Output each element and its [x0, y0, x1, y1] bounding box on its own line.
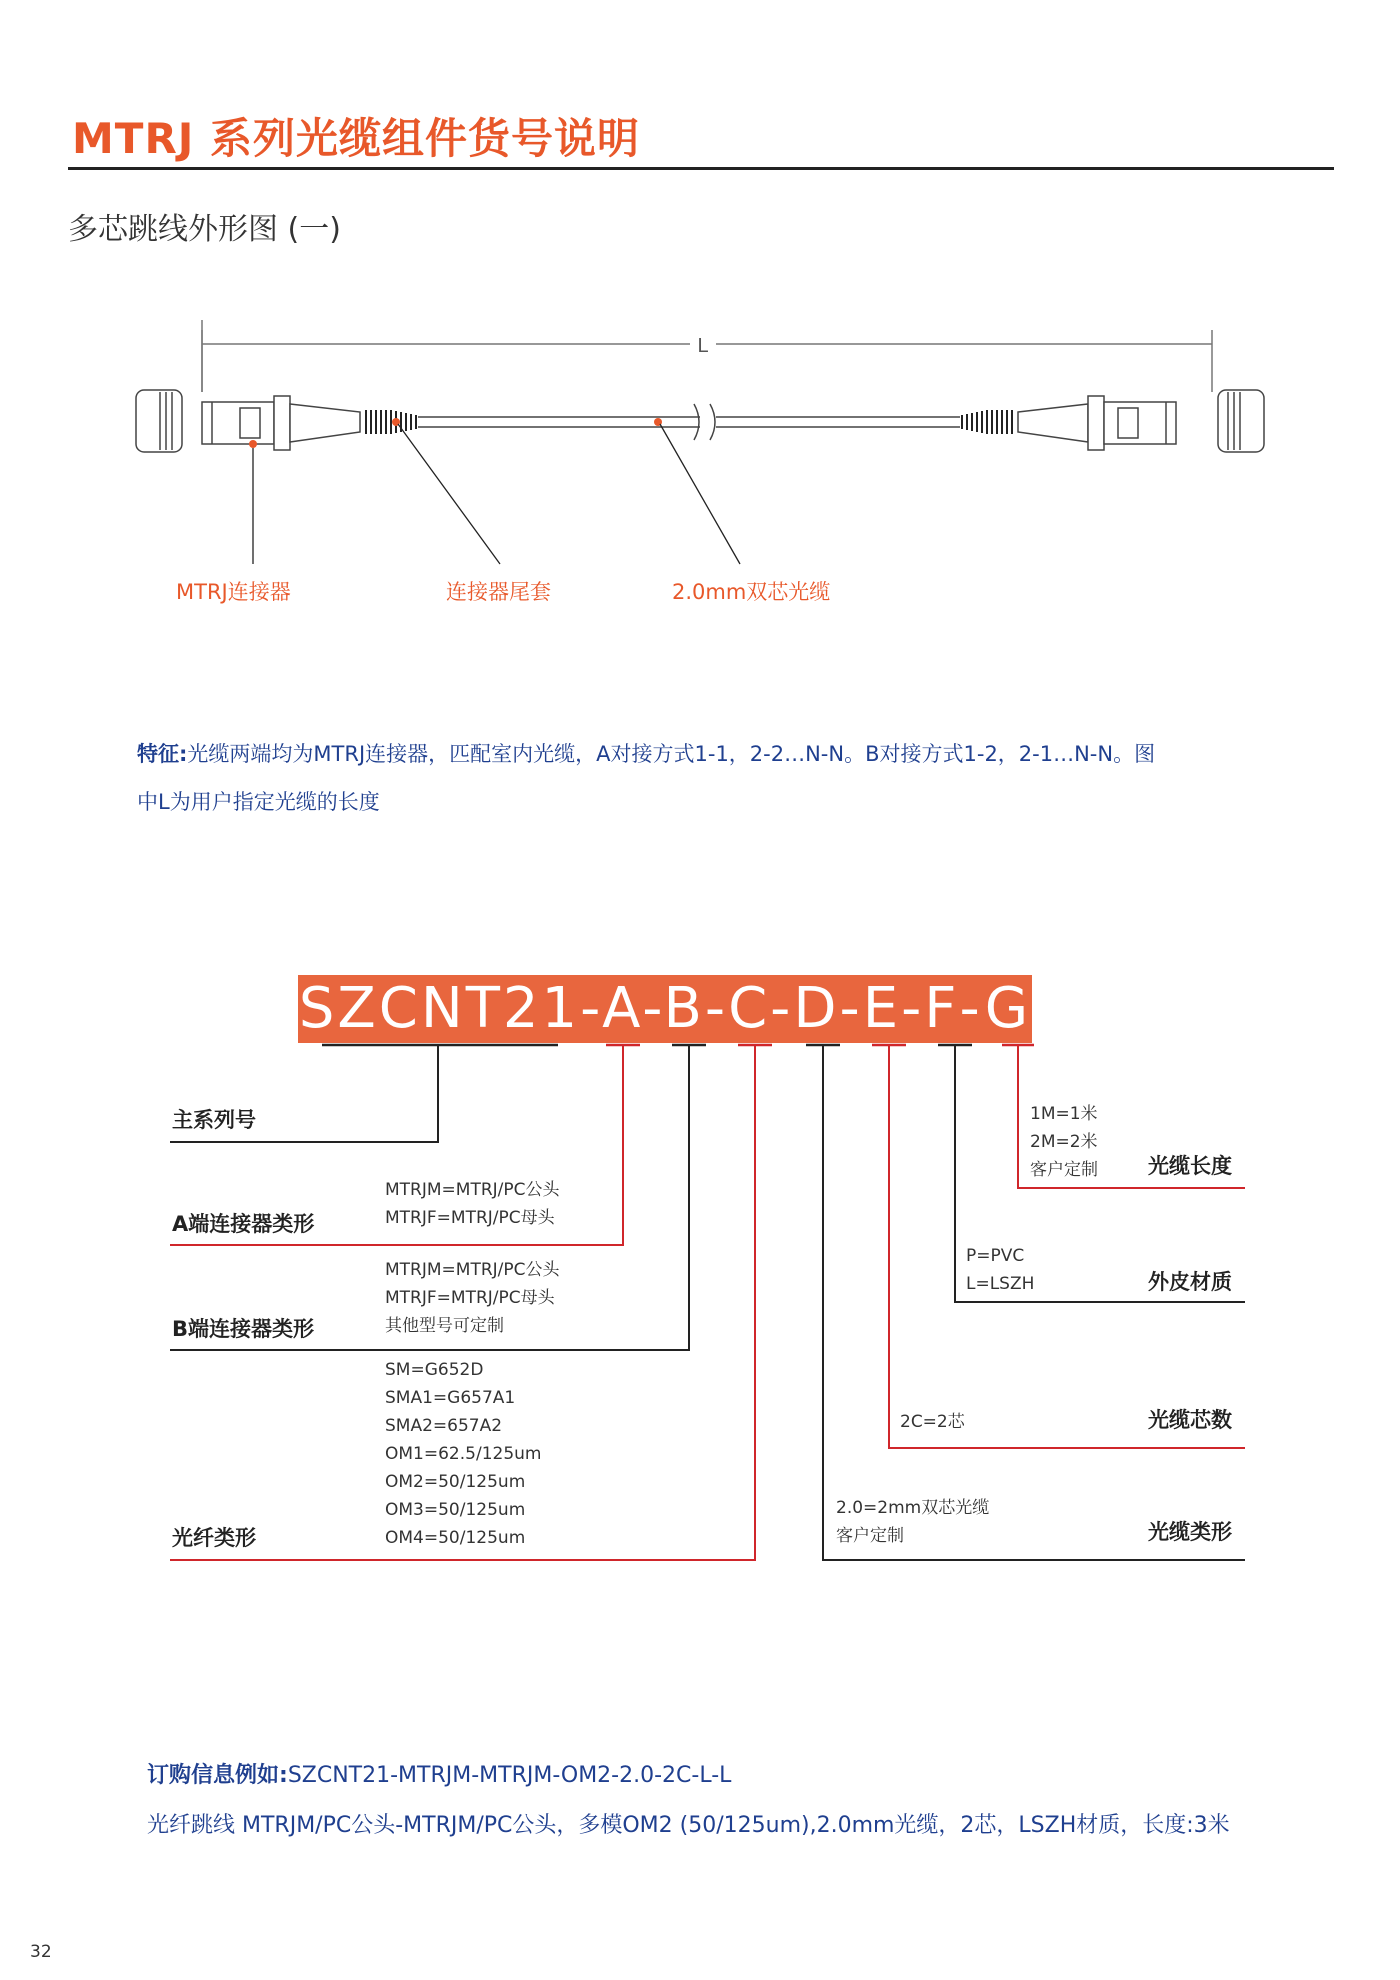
- order-heading: 订购信息例如:: [147, 1763, 288, 1788]
- features-line-1: [137, 738, 1155, 768]
- field-label-series: 主系列号: [172, 1108, 256, 1132]
- length-label: L: [697, 335, 709, 357]
- field-options-cable-type: 2.0=2mm双芯光缆 客户定制: [836, 1498, 990, 1546]
- field-options-b-connector: MTRJM=MTRJ/PC公头 MTRJF=MTRJ/PC母头 其他型号可定制: [385, 1260, 560, 1336]
- field-options-cable-length: 1M=1米 2M=2米 客户定制: [1030, 1104, 1098, 1180]
- cable-drawing: [120, 320, 1300, 580]
- field-options-jacket: P=PVC L=LSZH: [966, 1246, 1035, 1294]
- order-example-line: [147, 1758, 731, 1789]
- features-text-1: 光缆两端均为MTRJ连接器，匹配室内光缆，A对接方式1-1，2-2…N-N。B对接方式1-2，2-1…N-N。图: [187, 742, 1156, 766]
- field-label-jacket: 外皮材质: [1148, 1270, 1232, 1294]
- field-label-a-connector: A端连接器类形: [172, 1212, 315, 1236]
- callout-cable: 2.0mm双芯光缆: [672, 580, 831, 604]
- page-number: 32: [30, 1942, 52, 1962]
- callout-leaders: [253, 424, 740, 564]
- features-heading: 特征:: [137, 742, 188, 766]
- left-dust-cap: [136, 390, 182, 452]
- left-mtrj-connector: [202, 396, 360, 450]
- right-mtrj-connector: [1018, 396, 1176, 450]
- order-code: SZCNT21-MTRJM-MTRJM-OM2-2.0-2C-L-L: [287, 1763, 732, 1788]
- field-label-cable-type: 光缆类形: [1148, 1520, 1232, 1544]
- title-divider: [68, 167, 1334, 170]
- callout-mtrj-connector: MTRJ连接器: [176, 580, 291, 604]
- field-label-fiber-count: 光缆芯数: [1148, 1408, 1232, 1432]
- part-number-code: SZCNT21-A-B-C-D-E-F-G: [298, 976, 1032, 1041]
- right-dust-cap: [1218, 390, 1264, 452]
- page-title: MTRJ 系列光缆组件货号说明: [72, 114, 641, 163]
- features-line-2: 中L为用户指定光缆的长度: [137, 790, 380, 814]
- field-label-cable-length: 光缆长度: [1148, 1154, 1232, 1178]
- field-label-b-connector: B端连接器类形: [172, 1317, 315, 1341]
- field-label-fiber-type: 光纤类形: [172, 1526, 256, 1550]
- callout-connector-boot: 连接器尾套: [446, 580, 551, 604]
- section-subtitle: 多芯跳线外形图 (一): [68, 212, 341, 247]
- field-options-fiber-count: 2C=2芯: [900, 1412, 965, 1432]
- field-options-fiber-type: SM=G652D SMA1=G657A1 SMA2=657A2 OM1=62.5/125um OM2=50/125um OM3=50/125um OM4=50/125um: [385, 1360, 542, 1548]
- order-description: 光纤跳线 MTRJM/PC公头-MTRJM/PC公头，多模OM2 (50/125um),2.0mm光缆，2芯，LSZH材质，长度:3米: [147, 1813, 1230, 1838]
- left-boot-spring: [366, 410, 416, 434]
- right-boot-spring: [962, 410, 1012, 434]
- connector-marker: [249, 440, 257, 448]
- field-options-a-connector: MTRJM=MTRJ/PC公头 MTRJF=MTRJ/PC母头: [385, 1180, 560, 1228]
- cable-line: [418, 404, 960, 440]
